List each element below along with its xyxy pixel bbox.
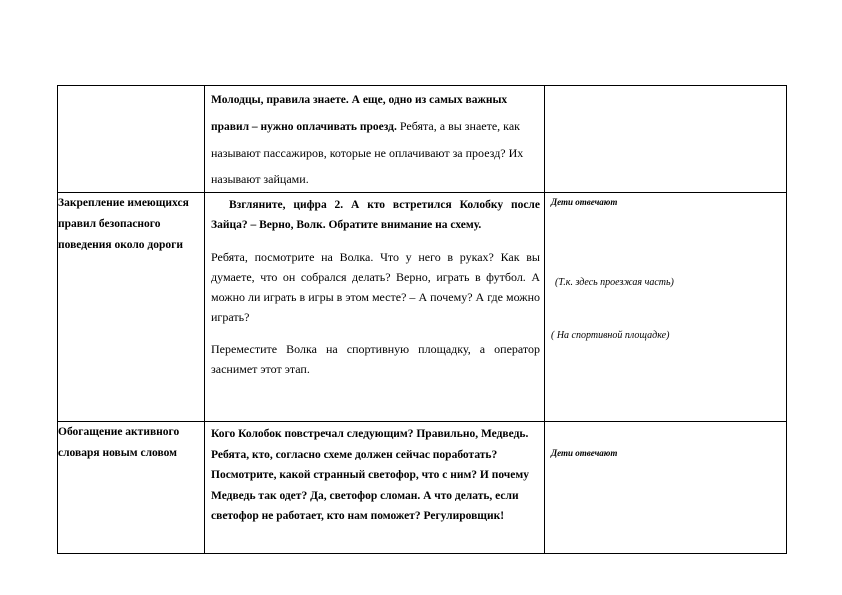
children-cell [545, 193, 787, 422]
table-row [58, 193, 787, 422]
children-note: ( На спортивной площадке) [551, 330, 670, 341]
children-answer: Дети отвечают [551, 197, 618, 207]
stage-cell [58, 86, 205, 193]
teacher-cell [205, 422, 545, 554]
lesson-plan-table [57, 85, 787, 554]
stage-label: Закрепление имеющихся правил безопасного поведения около дороги [58, 197, 189, 251]
stage-cell [58, 422, 205, 554]
teacher-cell [205, 193, 545, 422]
stage-label: Обогащение активного словаря новым словом [58, 426, 180, 459]
children-cell [545, 86, 787, 193]
teacher-cell [205, 86, 545, 193]
teacher-paragraph: Взгляните, цифра 2. А кто встретился Колобку после Зайца? – Верно, Волк. Обратите внимание на схему. [211, 199, 540, 231]
teacher-paragraph: Ребята, посмотрите на Волка. Что у него в руках? Как вы думаете, что он собрался делать? Верно, играть в футбол. А можно ли играть в игры в этом месте? – А почему? А где можно играть? [211, 250, 540, 324]
teacher-paragraph: Переместите Волка на спортивную площадку, а оператор заснимет этот этап. [211, 342, 540, 376]
teacher-paragraph: Кого Колобок повстречал следующим? Правильно, Медведь. Ребята, кто, согласно схеме должен сейчас поработать? Посмотрите, какой странный светофор, что с ним? И почему Медведь так одет? Да, светофор сломан. А что делать, если светофор не работает, кто нам поможет? Регулировщик! [211, 428, 529, 522]
stage-cell [58, 193, 205, 422]
children-answer: Дети отвечают [551, 448, 618, 458]
teacher-text-normal: Ребята, а вы знаете, как называют пассажиров, которые не оплачивают за проезд? Их называют зайцами. [211, 119, 524, 186]
children-note: (Т.к. здесь проезжая часть) [555, 277, 674, 288]
table-row [58, 86, 787, 193]
teacher-text-bold: Молодцы, правила знаете. А еще, одно из самых важных правил – нужно оплачивать проезд. [211, 94, 508, 133]
teacher-text [205, 86, 544, 192]
table-row [58, 422, 787, 554]
children-cell [545, 422, 787, 554]
